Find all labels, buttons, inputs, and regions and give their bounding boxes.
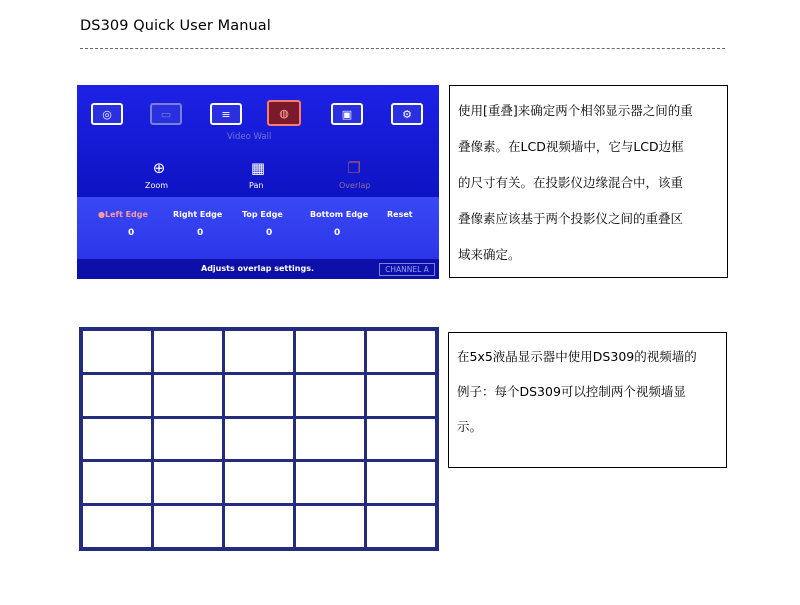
input-source-icon: ◎ [91, 103, 123, 125]
video-wall-display-cell [296, 331, 364, 372]
text-line: 叠像素。在LCD视频墙中，它与LCD边框 [458, 139, 684, 154]
osd-icon-row [77, 103, 439, 133]
osd-value-bottom-edge: 0 [334, 228, 341, 238]
osd-value-right-edge: 0 [197, 228, 204, 238]
osd-param-top-edge: Top Edge [242, 210, 283, 219]
overlap-icon: ❐ [347, 159, 361, 177]
video-wall-display-cell [154, 462, 222, 503]
osd-status-text: Adjusts overlap settings. [201, 264, 315, 273]
osd-status-bar [77, 259, 439, 279]
video-wall-display-cell [225, 331, 293, 372]
osd-param-reset: Reset [387, 210, 413, 219]
osd-channel-badge: CHANNEL A [379, 263, 435, 276]
osd-parameter-panel [77, 197, 439, 259]
text-line: 示。 [457, 419, 483, 434]
video-wall-display-cell [154, 375, 222, 416]
video-wall-display-cell [83, 506, 151, 547]
equalizer-icon: ≡ [210, 103, 242, 125]
video-wall-display-cell [154, 506, 222, 547]
video-wall-display-cell [296, 375, 364, 416]
osd-screenshot [77, 85, 439, 279]
text-line: 叠像素应该基于两个投影仪之间的重叠区 [458, 211, 684, 226]
text-line: 在5x5液晶显示器中使用DS309的视频墙的 [457, 349, 697, 364]
video-wall-display-cell [367, 462, 435, 503]
video-wall-display-cell [225, 419, 293, 460]
overlap-description-box [449, 85, 728, 278]
osd-sub-label-pan: Pan [249, 181, 264, 190]
header-divider [80, 48, 725, 49]
text-line: 的尺寸有关。在投影仪边缘混合中，该重 [458, 175, 684, 190]
osd-value-top-edge: 0 [266, 228, 273, 238]
zoom-icon: ⊕ [152, 159, 166, 177]
video-wall-display-cell [83, 375, 151, 416]
osd-active-caption: Video Wall [227, 132, 272, 142]
video-wall-display-cell [154, 419, 222, 460]
osd-value-left-edge: 0 [128, 228, 135, 238]
video-wall-display-cell [154, 331, 222, 372]
video-wall-display-cell [367, 419, 435, 460]
osd-sub-label-overlap: Overlap [339, 181, 371, 190]
video-wall-display-cell [225, 375, 293, 416]
video-wall-display-cell [83, 462, 151, 503]
video-wall-display-cell [225, 462, 293, 503]
pan-icon: ▦ [250, 159, 266, 177]
page-header-title: DS309 Quick User Manual [80, 18, 271, 34]
box-icon: ▣ [331, 103, 363, 125]
osd-param-left-edge: ●Left Edge [98, 210, 148, 219]
video-wall-display-cell [296, 506, 364, 547]
video-wall-display-cell [83, 331, 151, 372]
video-wall-display-cell [296, 419, 364, 460]
video-wall-display-cell [367, 331, 435, 372]
text-line: 使用[重叠]来确定两个相邻显示器之间的重 [458, 103, 693, 118]
video-wall-display-cell [225, 506, 293, 547]
video-wall-display-cell [367, 506, 435, 547]
display-icon: ▭ [150, 103, 182, 125]
video-wall-display-cell [83, 419, 151, 460]
video-wall-globe-icon: ◍ [267, 100, 301, 126]
osd-param-bottom-edge: Bottom Edge [310, 210, 369, 219]
video-wall-5x5-diagram [79, 327, 439, 551]
text-line: 域来确定。 [458, 247, 521, 262]
video-wall-example-box [448, 332, 727, 468]
osd-param-right-edge: Right Edge [173, 210, 223, 219]
osd-sub-label-zoom: Zoom [145, 181, 169, 190]
video-wall-display-cell [367, 375, 435, 416]
gear-icon: ⚙ [391, 103, 423, 125]
text-line: 例子：每个DS309可以控制两个视频墙显 [457, 384, 686, 399]
video-wall-display-cell [296, 462, 364, 503]
osd-top-panel [77, 85, 439, 197]
